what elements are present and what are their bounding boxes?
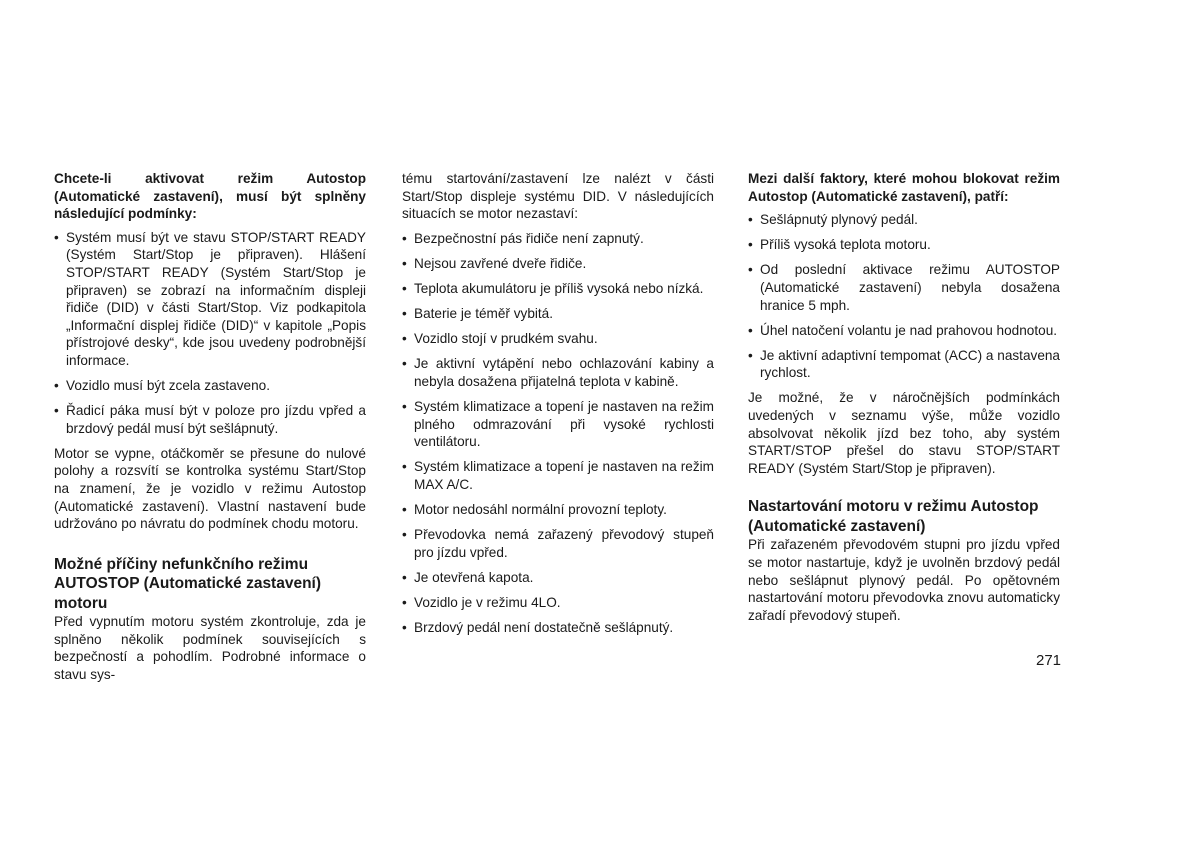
list-item: • Úhel natočení volantu je nad prahovou hodnotou. bbox=[748, 322, 1060, 340]
col3-paragraph: Je možné, že v náročnějších podmínkách uvedených v seznamu výše, může vozidlo absolvovat několik jízd bez toho, aby systém START/STOP přešel do stavu STOP/START READY (Systém Start/Stop je připraven). bbox=[748, 390, 1060, 476]
list-item: • Vozidlo musí být zcela zastaveno. bbox=[54, 377, 366, 395]
list-item: • Vozidlo je v režimu 4LO. bbox=[402, 594, 714, 612]
column-2 bbox=[402, 170, 714, 644]
col1-paragraph-2: Před vypnutím motoru systém zkontroluje, zda je splněno několik podmínek souvisejících s bezpečností a pohodlím. Podrobné informace o stavu sys- bbox=[54, 614, 366, 683]
col3-paragraph-2: Při zařazeném převodovém stupni pro jízdu vpřed se motor nastartuje, když je uvolněn brzdový pedál nebo sešlápnut plynový pedál. Po opětovném nastartování motoru převodovka znovu automaticky zařadí převodový stupeň. bbox=[748, 537, 1060, 623]
col1-paragraph: Motor se vypne, otáčkoměr se přesune do nulové polohy a rozsvítí se kontrolka systému Start/Stop na znamení, že je vozidlo v režimu Autostop (Automatické zastavení). Vlastní nastavení bude udržováno po návratu do podmínek chodu motoru. bbox=[54, 445, 366, 532]
list-item: • Sešlápnutý plynový pedál. bbox=[748, 211, 1060, 229]
col3-heading: Nastartování motoru v režimu Autostop (Automatické zastavení) bbox=[748, 498, 1039, 535]
list-item: • Bezpečnostní pás řidiče není zapnutý. bbox=[402, 230, 714, 248]
col1-heading: Možné příčiny nefunkčního režimu AUTOSTOP (Automatické zastavení) motoru bbox=[54, 555, 322, 612]
col1-intro: Chcete-li aktivovat režim Autostop (Automatické zastavení), musí být splněny následující podmínky: bbox=[54, 171, 366, 222]
list-item: • Od poslední aktivace režimu AUTOSTOP (Automatické zastavení) nebyla dosažena hranice 5 mph. bbox=[748, 261, 1060, 314]
col3-intro: Mezi další faktory, které mohou blokovat režim Autostop (Automatické zastavení), patří: bbox=[748, 171, 1060, 204]
page-number: 271 bbox=[1036, 652, 1062, 669]
list-item: • Vozidlo stojí v prudkém svahu. bbox=[402, 330, 714, 348]
list-item: • Baterie je téměř vybitá. bbox=[402, 305, 714, 323]
list-item: • Je otevřená kapota. bbox=[402, 569, 714, 587]
col2-bullet-list bbox=[402, 230, 714, 637]
list-item: • Příliš vysoká teplota motoru. bbox=[748, 236, 1060, 254]
col3-bullet-list bbox=[748, 211, 1060, 382]
list-item: • Systém klimatizace a topení je nastaven na režim MAX A/C. bbox=[402, 458, 714, 493]
column-1 bbox=[54, 170, 366, 691]
list-item: • Brzdový pedál není dostatečně sešlápnutý. bbox=[402, 619, 714, 637]
list-item: • Teplota akumulátoru je příliš vysoká nebo nízká. bbox=[402, 280, 714, 298]
list-item: • Systém klimatizace a topení je nastaven na režim plného odmrazování při vysoké rychlosti ventilátoru. bbox=[402, 398, 714, 451]
list-item: • Řadicí páka musí být v poloze pro jízdu vpřed a brzdový pedál musí být sešlápnutý. bbox=[54, 402, 366, 437]
col2-paragraph: tému startování/zastavení lze nalézt v části Start/Stop displeje systému DID. V následujících situacích se motor nezastaví: bbox=[402, 171, 714, 222]
col1-bullet-list bbox=[54, 229, 366, 438]
list-item: • Motor nedosáhl normální provozní teploty. bbox=[402, 501, 714, 519]
list-item: • Je aktivní adaptivní tempomat (ACC) a nastavena rychlost. bbox=[748, 347, 1060, 382]
list-item: • Převodovka nemá zařazený převodový stupeň pro jízdu vpřed. bbox=[402, 526, 714, 561]
list-item: • Nejsou zavřené dveře řidiče. bbox=[402, 255, 714, 273]
list-item: • Je aktivní vytápění nebo ochlazování kabiny a nebyla dosažena přijatelná teplota v kabině. bbox=[402, 355, 714, 390]
column-3 bbox=[748, 170, 1060, 631]
list-item: • Systém musí být ve stavu STOP/START READY (Systém Start/Stop je připraven). Hlášení STOP/START READY (Systém Start/Stop je připraven) se zobrazí na informačním displeji řidiče (DID) v části Start/Stop. Viz podkapitola „Informační displej řidiče (DID)“ v kapitole „Popis přístrojové desky“, kde jsou uvedeny podrobnější informace. bbox=[54, 229, 366, 370]
